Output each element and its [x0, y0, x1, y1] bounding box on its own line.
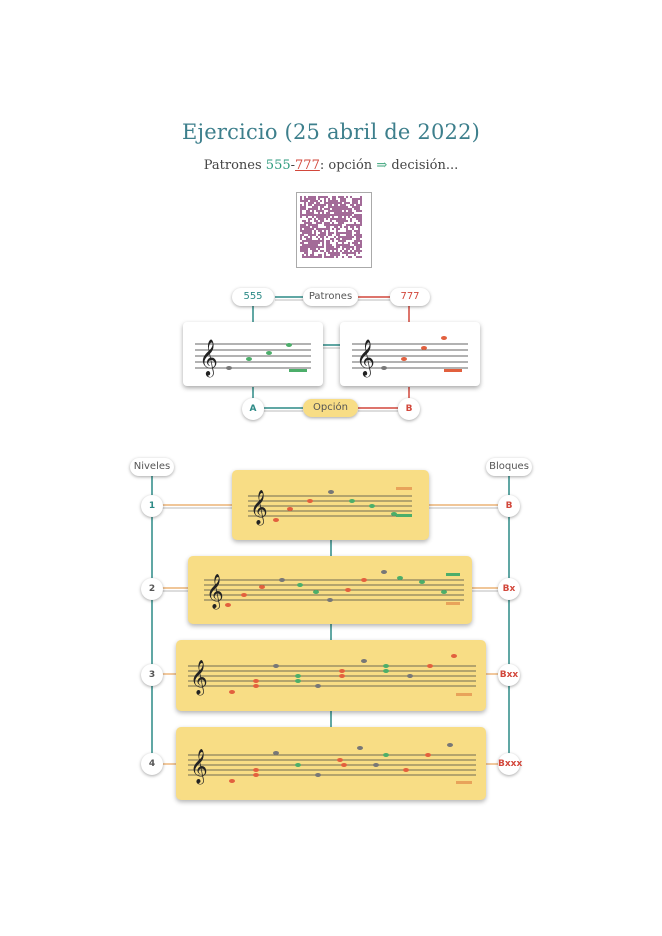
- level-card-2: [188, 556, 472, 624]
- levels-header: Niveles: [130, 458, 174, 476]
- staff-level-4: [176, 727, 486, 800]
- subtitle-patrones: Patrones: [203, 158, 262, 173]
- level-node-3[interactable]: 3: [141, 664, 163, 686]
- option-a-node[interactable]: A: [242, 398, 264, 420]
- level-card-1: [232, 470, 429, 540]
- page-subtitle: [0, 158, 662, 173]
- subtitle-decision: decisión...: [391, 158, 459, 173]
- block-node-4[interactable]: Bxxx: [498, 753, 520, 775]
- level-node-2[interactable]: 2: [141, 578, 163, 600]
- pattern-777-pill: 777: [390, 288, 430, 306]
- staff-777: [340, 322, 480, 386]
- svg-text:𝄞: 𝄞: [250, 490, 268, 525]
- svg-text:𝄞: 𝄞: [190, 749, 208, 784]
- block-node-3[interactable]: Bxx: [498, 664, 520, 686]
- level-card-3: [176, 640, 486, 711]
- subtitle-555: 555: [265, 158, 291, 173]
- blocks-header: Bloques: [486, 458, 532, 476]
- level-node-4[interactable]: 4: [141, 753, 163, 775]
- svg-text:𝄞: 𝄞: [356, 338, 375, 376]
- staff-level-1: [232, 470, 429, 540]
- staff-level-2: [188, 556, 472, 624]
- pattern-555-pill: 555: [232, 288, 274, 306]
- level-node-1[interactable]: 1: [141, 495, 163, 517]
- option-pill: Opción: [303, 399, 358, 417]
- svg-text:𝄞: 𝄞: [199, 338, 218, 376]
- staff-level-3: [176, 640, 486, 711]
- staff-card-777: [340, 322, 480, 386]
- patterns-pill: Patrones: [303, 288, 358, 306]
- qr-code-image: [300, 196, 362, 258]
- staff-555: [183, 322, 323, 386]
- subtitle-option: : opción: [319, 158, 373, 173]
- qr-code[interactable]: [296, 192, 372, 268]
- staff-card-555: [183, 322, 323, 386]
- level-card-4: [176, 727, 486, 800]
- svg-text:𝄞: 𝄞: [206, 574, 224, 609]
- arrow-icon: ⇒: [376, 158, 388, 173]
- subtitle-dash: -: [290, 158, 296, 173]
- page-title: Ejercicio (25 abril de 2022): [181, 120, 481, 144]
- block-node-1[interactable]: B: [498, 495, 520, 517]
- svg-text:𝄞: 𝄞: [190, 660, 208, 695]
- block-node-2[interactable]: Bx: [498, 578, 520, 600]
- option-b-node[interactable]: B: [398, 398, 420, 420]
- subtitle-777: 777: [295, 158, 320, 173]
